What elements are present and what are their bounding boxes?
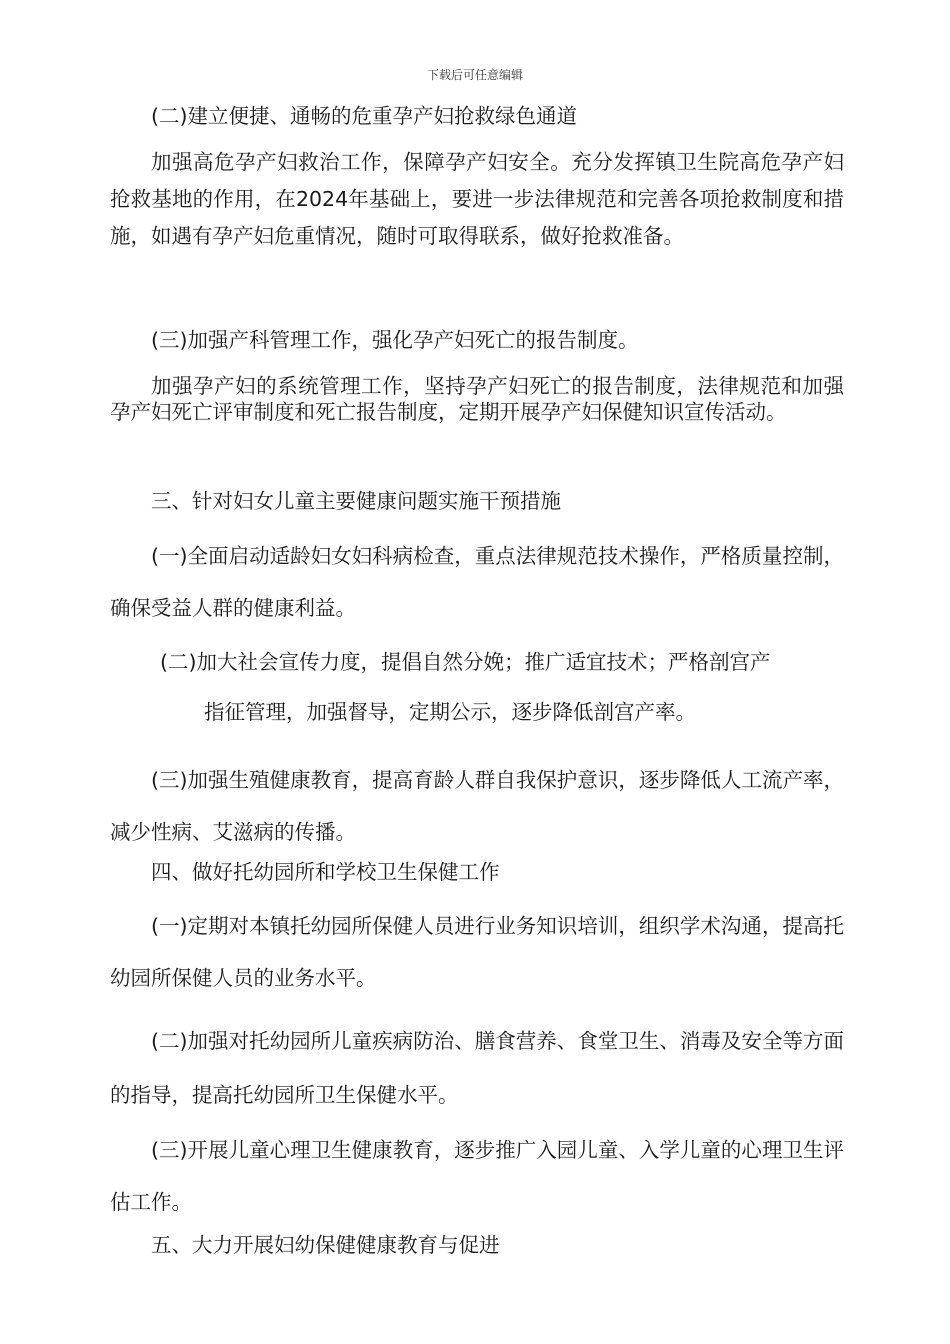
section-3-item-2-line-2: 指征管理，加强督导，定期公示，逐步降低剖宫产率。 — [204, 700, 696, 724]
section-3-item-2-line-1: (二)加大社会宣传力度，提倡自然分娩；推广适宜技术；严格剖宫产 — [160, 650, 771, 674]
section-3-item-3: (三)加强生殖健康教育，提高育龄人群自我保护意识，逐步降低人工流产率，减少性病、艾滋病的传播。 — [110, 768, 844, 844]
section-4-title: 四、做好托幼园所和学校卫生保健工作 — [151, 860, 500, 884]
heading-obstetrics: (三)加强产科管理工作，强化孕产妇死亡的报告制度。 — [151, 328, 639, 352]
header-note: 下载后可任意编辑 — [426, 68, 523, 82]
section-3-item-1: (一)全面启动适龄妇女妇科病检查，重点法律规范技术操作，严格质量控制，确保受益人群的健康利益。 — [110, 544, 844, 620]
heading-green-channel: (二)建立便捷、通畅的危重孕产妇抢救绿色通道 — [151, 104, 577, 128]
section-4-item-1: (一)定期对本镇托幼园所保健人员进行业务知识培训，组织学术沟通，提高托幼园所保健人员的业务水平。 — [110, 914, 844, 990]
section-4-item-3: (三)开展儿童心理卫生健康教育，逐步推广入园儿童、入学儿童的心理卫生评估工作。 — [110, 1138, 844, 1214]
section-3-title: 三、针对妇女儿童主要健康问题实施干预措施 — [151, 489, 561, 513]
paragraph-obstetrics: 加强孕产妇的系统管理工作，坚持孕产妇死亡的报告制度，法律规范和加强孕产妇死亡评审制度和死亡报告制度，定期开展孕产妇保健知识宣传活动。 — [110, 374, 844, 424]
section-4-item-2: (二)加强对托幼园所儿童疾病防治、膳食营养、食堂卫生、消毒及安全等方面的指导，提高托幼园所卫生保健水平。 — [110, 1029, 844, 1107]
paragraph-green-channel: 加强高危孕产妇救治工作，保障孕产妇安全。充分发挥镇卫生院高危孕产妇抢救基地的作用，在2024年基础上，要进一步法律规范和完善各项抢救制度和措施，如遇有孕产妇危重情况，随时可取得联系，做好抢救准备。 — [110, 150, 844, 248]
section-5-title: 五、大力开展妇幼保健健康教育与促进 — [151, 1233, 500, 1257]
